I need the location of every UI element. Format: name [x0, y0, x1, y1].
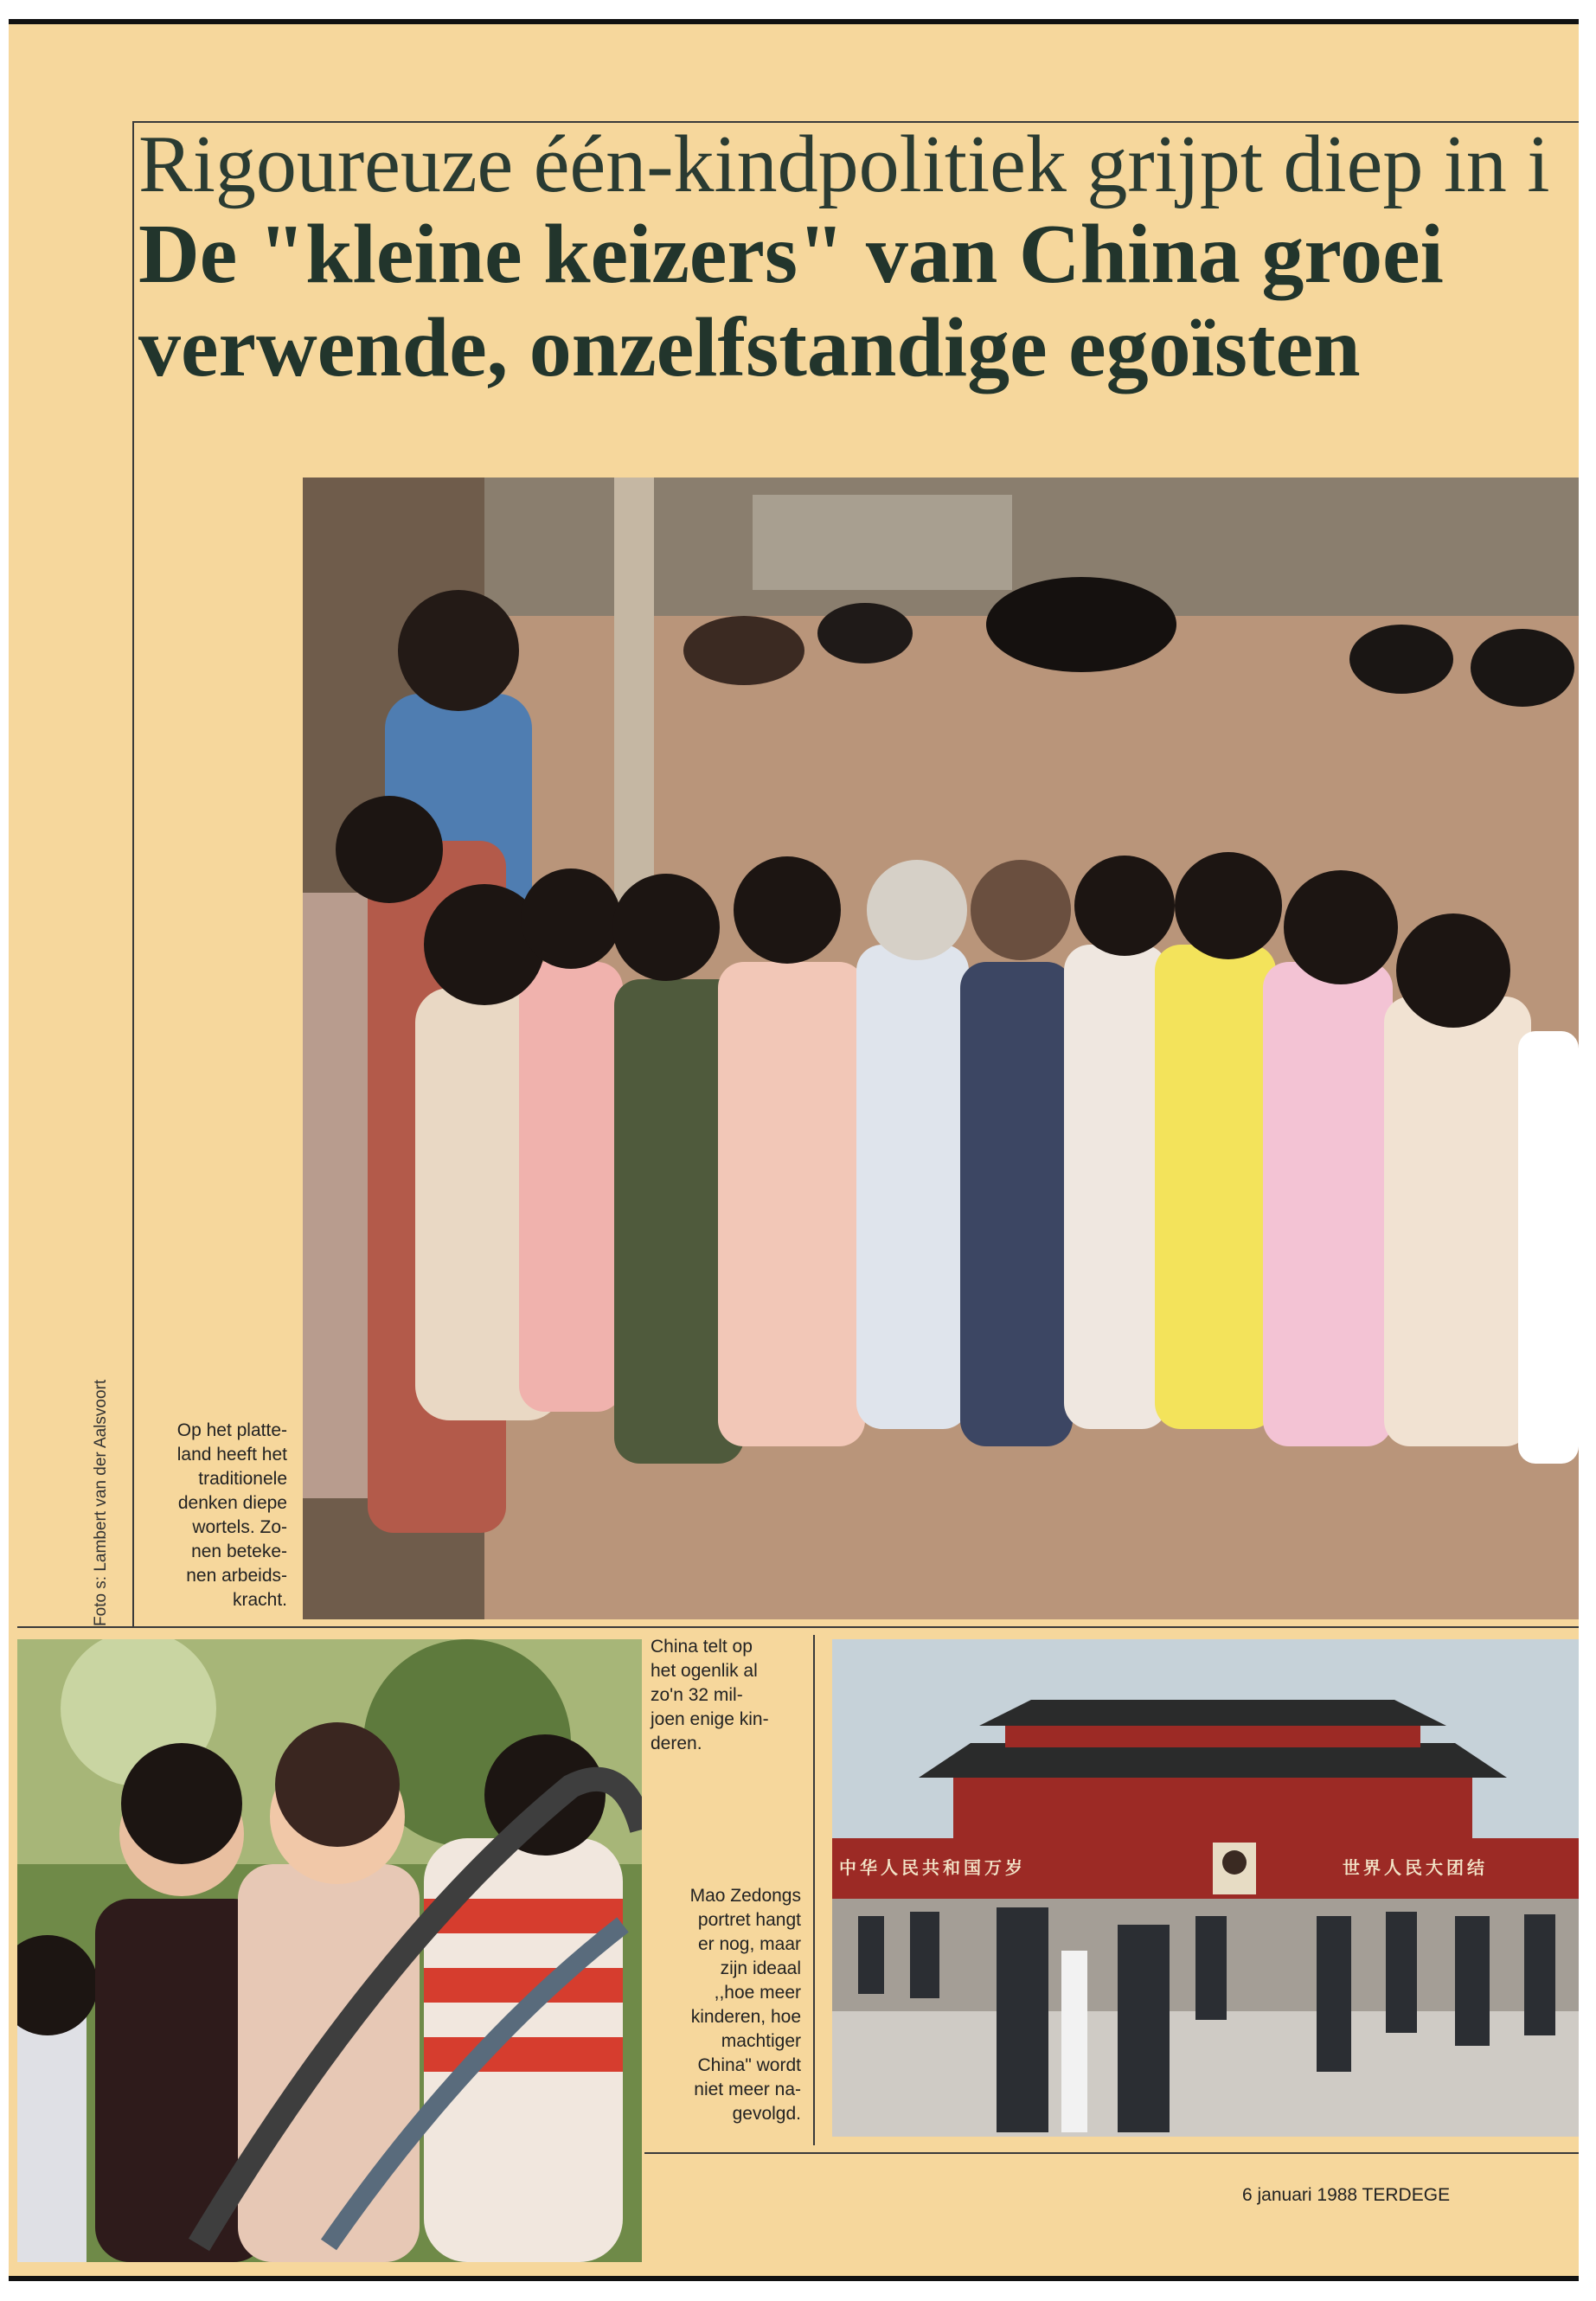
- caption-line: kinderen, hoe: [690, 2007, 801, 2027]
- caption-line: nen arbeids-: [186, 1566, 287, 1586]
- caption-line: nen beteke-: [191, 1541, 287, 1561]
- photo-credit: Foto s: Lambert van der Aalsvoort: [92, 1379, 110, 1626]
- gate-banner-right: 世界人民大团结: [1343, 1859, 1488, 1878]
- caption-line: wortels. Zo-: [192, 1517, 287, 1537]
- article-title-line-2: verwende, onzelfstandige egoïsten: [138, 301, 1361, 394]
- article-headline: [138, 121, 1566, 394]
- caption-line: portret hangt: [697, 1910, 801, 1930]
- caption-column-rule: [813, 1635, 815, 2145]
- caption-line: zo'n 32 mil-: [651, 1685, 743, 1705]
- caption-line: deren.: [651, 1734, 702, 1753]
- caption-line: China telt op: [651, 1637, 753, 1657]
- caption-line: ,,hoe meer: [714, 1983, 801, 2003]
- article-kicker: Rigoureuze één-kindpolitiek grijpt diep in i: [138, 121, 1550, 209]
- gate-banner-left: 中华人民共和国万岁: [839, 1859, 1026, 1878]
- caption-line: zijn ideaal: [720, 1958, 801, 1978]
- caption-line: gevolgd.: [732, 2104, 801, 2124]
- caption-line: machtiger: [721, 2031, 801, 2051]
- caption-line: Op het platte-: [176, 1420, 287, 1440]
- caption-line: er nog, maar: [697, 1934, 801, 1954]
- caption-line: het ogenlik al: [651, 1661, 758, 1681]
- footer-rule: [644, 2152, 1579, 2154]
- photo-children-on-slide: [17, 1639, 642, 2262]
- left-column-rule: [132, 121, 134, 1626]
- caption-line: Mao Zedongs: [689, 1886, 801, 1906]
- caption-line: denken diepe: [177, 1493, 287, 1513]
- photo-tiananmen-gate: [832, 1639, 1579, 2137]
- main-photo-children-in-line: [303, 478, 1579, 1619]
- caption-line: joen enige kin-: [651, 1709, 769, 1729]
- caption-line: China" wordt: [697, 2055, 801, 2075]
- page-footer: 6 januari 1988 TERDEGE: [1242, 2185, 1451, 2205]
- caption-mao-portrait: [645, 1884, 801, 2126]
- article-title-line-1: De "kleine keizers" van China groei: [138, 208, 1444, 301]
- caption-countryside: [138, 1419, 287, 1612]
- caption-line: traditionele: [198, 1469, 287, 1489]
- caption-line: land heeft het: [176, 1445, 287, 1465]
- caption-line: niet meer na-: [694, 2080, 801, 2099]
- caption-children-count: [651, 1635, 806, 1756]
- caption-line: kracht.: [232, 1590, 287, 1610]
- main-photo-bottom-rule: [17, 1626, 1579, 1628]
